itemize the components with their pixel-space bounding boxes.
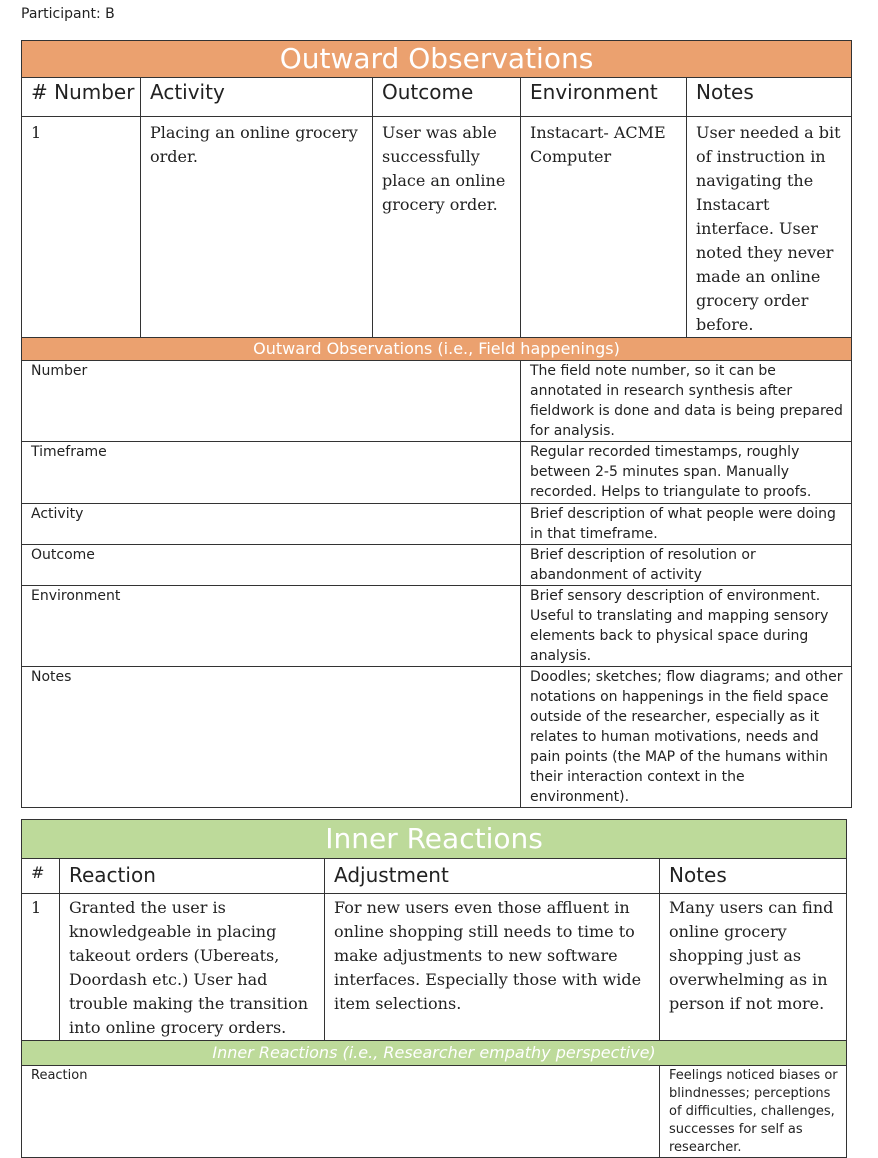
- def-term: Reaction: [22, 1066, 660, 1158]
- outward-observations-table: [21, 40, 852, 808]
- header-outcome: Outcome: [373, 78, 521, 117]
- cell-activity: Placing an online grocery order.: [141, 117, 373, 338]
- def-desc: The field note number, so it can be annotated in research synthesis after fieldwork is done and data is being prepared for analysis.: [521, 361, 852, 442]
- def-term: Timeframe: [22, 442, 521, 504]
- outward-title: Outward Observations: [22, 41, 852, 78]
- def-desc: Feelings noticed biases or blindnesses; perceptions of difficulties, challenges, successes for self as researcher.: [660, 1066, 847, 1158]
- inner-title: Inner Reactions: [22, 820, 847, 859]
- header-environment: Environment: [521, 78, 687, 117]
- header-activity: Activity: [141, 78, 373, 117]
- def-term: Number: [22, 361, 521, 442]
- header-hash: #: [22, 859, 60, 894]
- inner-reactions-table: [21, 819, 847, 1158]
- cell-number: 1: [22, 117, 141, 338]
- header-notes: Notes: [660, 859, 847, 894]
- outward-subtitle: Outward Observations (i.e., Field happenings): [22, 338, 852, 361]
- cell-number: 1: [22, 894, 60, 1041]
- def-desc: Doodles; sketches; flow diagrams; and other notations on happenings in the field space outside of the researcher, especially as it relates to human motivations, needs and pain points (the MAP of the humans within their interaction context in the environment).: [521, 667, 852, 808]
- header-adjustment: Adjustment: [325, 859, 660, 894]
- cell-reaction: Granted the user is knowledgeable in placing takeout orders (Ubereats, Doordash etc.) User had trouble making the transition into online grocery orders.: [60, 894, 325, 1041]
- cell-notes: User needed a bit of instruction in navigating the Instacart interface. User noted they never made an online grocery order before.: [687, 117, 852, 338]
- header-reaction: Reaction: [60, 859, 325, 894]
- def-term: Notes: [22, 667, 521, 808]
- def-term: Outcome: [22, 545, 521, 586]
- inner-subtitle: Inner Reactions (i.e., Researcher empathy perspective): [22, 1041, 847, 1066]
- header-notes: Notes: [687, 78, 852, 117]
- def-desc: Brief sensory description of environment. Useful to translating and mapping sensory elements back to physical space during analysis.: [521, 586, 852, 667]
- header-number: # Number: [22, 78, 141, 117]
- cell-environment: Instacart- ACME Computer: [521, 117, 687, 338]
- cell-notes: Many users can find online grocery shopping just as overwhelming as in person if not more.: [660, 894, 847, 1041]
- def-desc: Brief description of what people were doing in that timeframe.: [521, 504, 852, 545]
- cell-outcome: User was able successfully place an online grocery order.: [373, 117, 521, 338]
- def-term: Environment: [22, 586, 521, 667]
- def-desc: Brief description of resolution or abandonment of activity: [521, 545, 852, 586]
- participant-label: Participant: B: [21, 6, 115, 22]
- cell-adjustment: For new users even those affluent in online shopping still needs to time to make adjustments to new software interfaces. Especially those with wide item selections.: [325, 894, 660, 1041]
- def-term: Activity: [22, 504, 521, 545]
- def-desc: Regular recorded timestamps, roughly between 2-5 minutes span. Manually recorded. Helps to triangulate to proofs.: [521, 442, 852, 504]
